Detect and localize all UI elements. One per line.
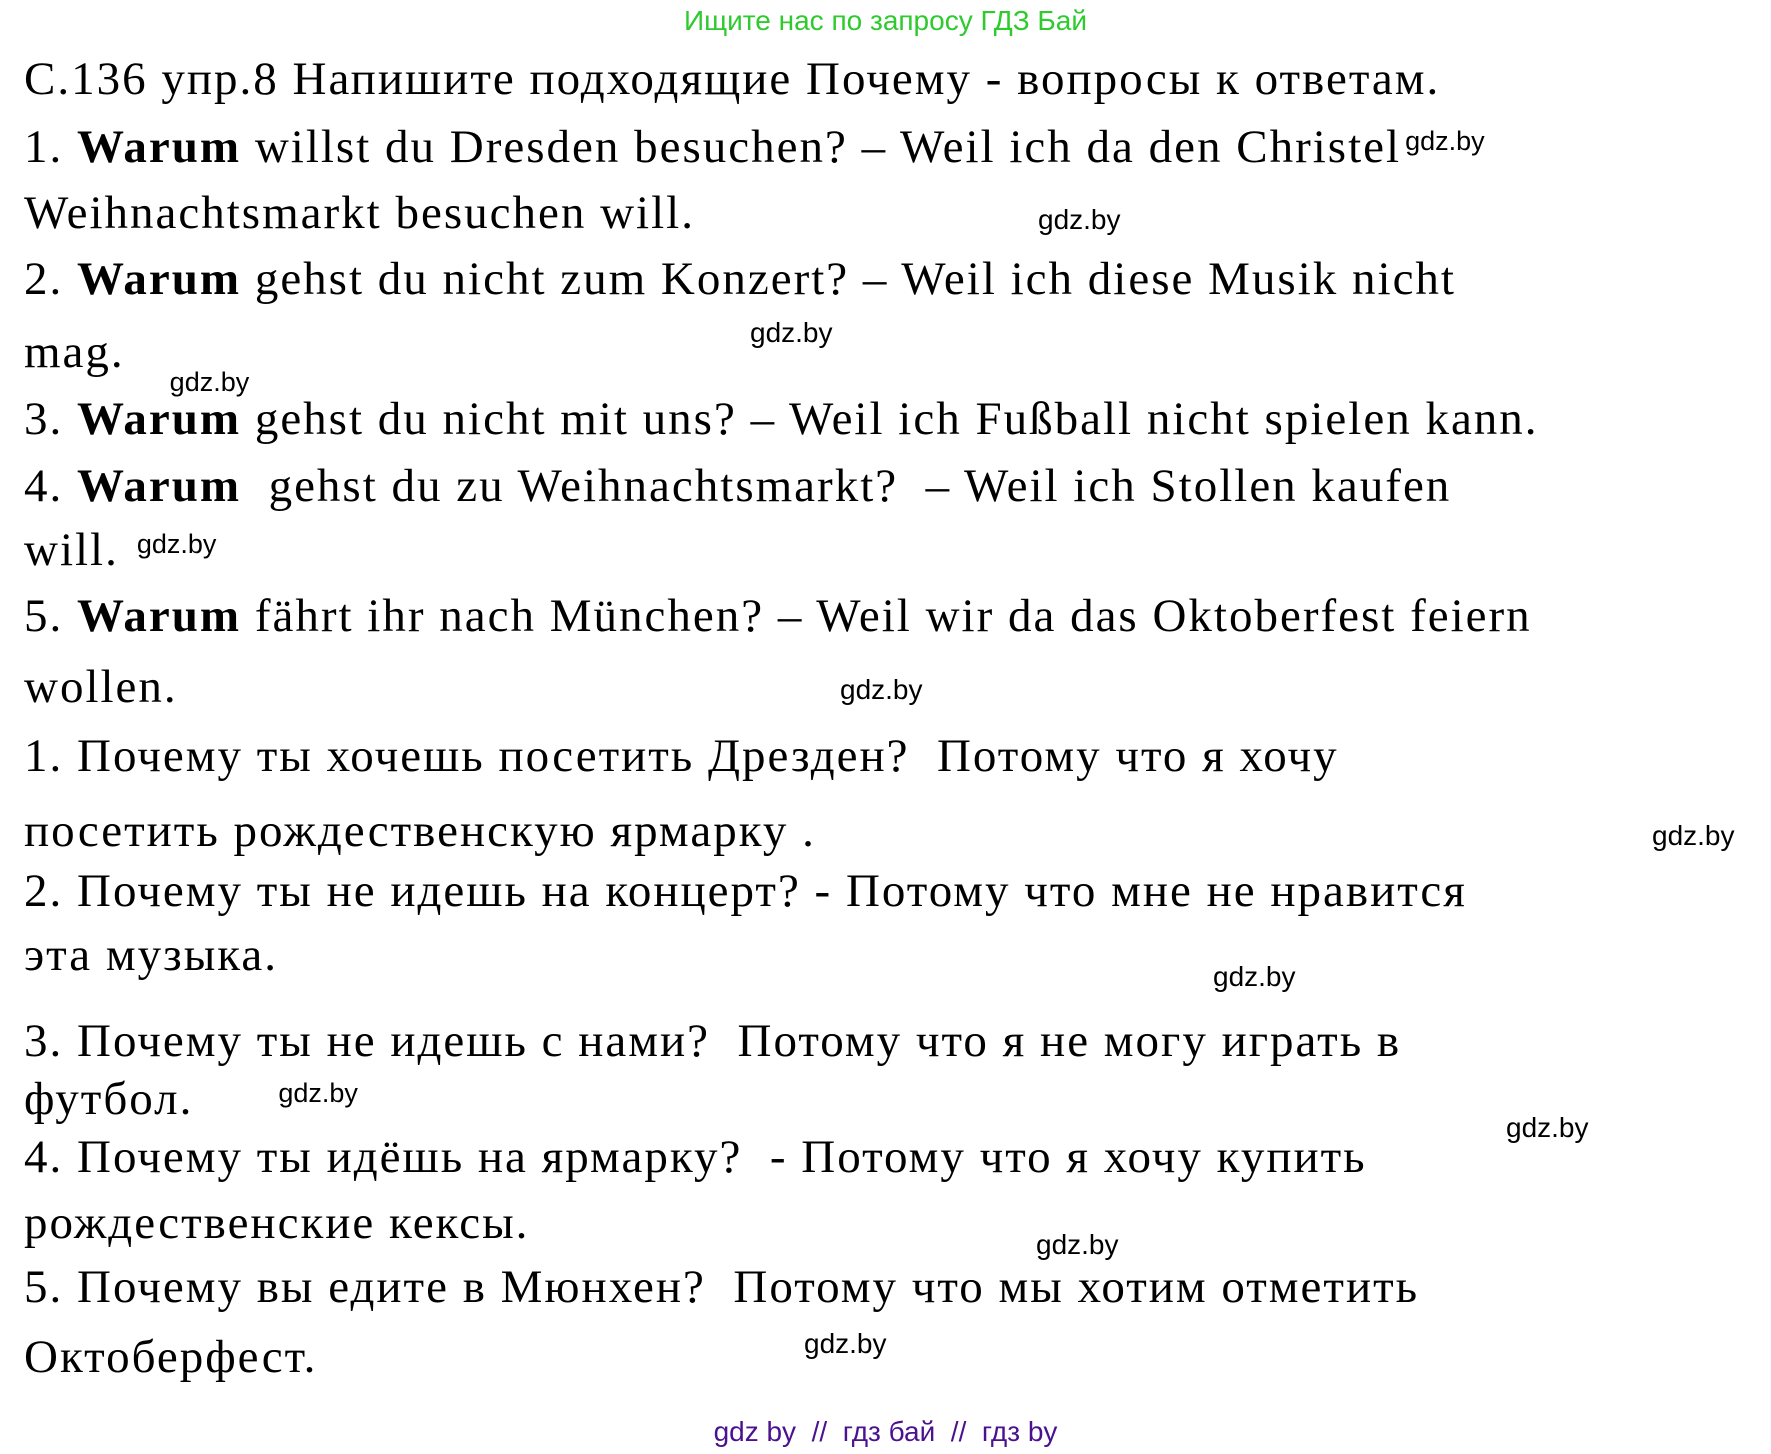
german-answer-4-continuation: [24, 525, 216, 576]
russian-translation-1: 1. Почему ты хочешь посетить Дрезден? Потому что я хочу: [24, 730, 1339, 782]
russian-translation-5: 5. Почему вы едите в Мюнхен? Потому что мы хотим отметить: [24, 1261, 1420, 1313]
russian-translation-3-continuation: [24, 1074, 358, 1125]
russian-translation-5-continuation: Октоберфест.: [24, 1331, 318, 1383]
gdz-watermark: gdz.by: [1213, 961, 1296, 992]
answer-text: fährt ihr nach München? – Weil wir da das Oktoberfest feiern: [241, 590, 1532, 642]
keyword-bold: Warum: [77, 393, 242, 445]
keyword-bold: Warum: [77, 253, 242, 305]
answer-text: gehst du nicht zum Konzert? – Weil ich diese Musik nicht: [241, 253, 1456, 305]
german-answer-2: [24, 254, 1456, 305]
answer-text: gehst du zu Weihnachtsmarkt? – Weil ich Stollen kaufen: [241, 460, 1452, 512]
gdz-watermark: gdz.by: [1506, 1112, 1589, 1143]
russian-translation-3: 3. Почему ты не идешь с нами? Потому что я не могу играть в: [24, 1015, 1402, 1067]
german-answer-5: [24, 591, 1532, 642]
gdz-watermark: gdz.by: [1405, 126, 1485, 156]
item-number: 3.: [24, 393, 77, 445]
russian-translation-4-continuation: рождественские кексы.: [24, 1197, 530, 1249]
gdz-watermark: gdz.by: [1038, 204, 1121, 235]
item-number: 5.: [24, 590, 77, 642]
gdz-watermark: gdz.by: [136, 529, 217, 559]
russian-translation-1-continuation: посетить рождественскую ярмарку .: [24, 805, 816, 857]
gdz-watermark: gdz.by: [804, 1328, 887, 1359]
gdz-watermark: gdz.by: [169, 367, 250, 397]
gdz-watermark: gdz.by: [278, 1078, 358, 1108]
german-answer-1: [24, 122, 1485, 173]
gdz-watermark: gdz.by: [840, 674, 923, 705]
german-answer-4: [24, 461, 1451, 512]
answer-text: футбол.: [24, 1073, 194, 1125]
item-number: 2.: [24, 253, 77, 305]
answer-text: willst du Dresden besuchen? – Weil ich da den Christel: [241, 121, 1402, 173]
item-number: 4.: [24, 460, 77, 512]
gdz-watermark: gdz.by: [750, 317, 833, 348]
german-answer-5-continuation: wollen.: [24, 661, 178, 713]
item-number: 1.: [24, 121, 77, 173]
answer-text: will.: [24, 524, 119, 576]
german-answer-1-continuation: Weihnachtsmarkt besuchen will.: [24, 187, 695, 239]
answer-text: mag.: [24, 326, 125, 378]
russian-translation-2: 2. Почему ты не идешь на концерт? - Потому что мне не нравится: [24, 865, 1467, 917]
german-answer-2-continuation: [24, 327, 249, 397]
russian-translation-2-continuation: эта музыка.: [24, 929, 279, 981]
keyword-bold: Warum: [77, 460, 242, 512]
gdz-watermark: gdz.by: [1652, 820, 1735, 851]
keyword-bold: Warum: [77, 121, 242, 173]
exercise-title: С.136 упр.8 Напишите подходящие Почему - вопросы к ответам.: [24, 53, 1441, 105]
answer-text: gehst du nicht mit uns? – Weil ich Fußball nicht spielen kann.: [241, 393, 1539, 445]
russian-translation-4: 4. Почему ты идёшь на ярмарку? - Потому что я хочу купить: [24, 1131, 1367, 1183]
site-footer: gdz by // гдз бай // гдз by: [713, 1416, 1058, 1447]
keyword-bold: Warum: [77, 590, 242, 642]
german-answer-3: [24, 394, 1539, 445]
gdz-watermark: gdz.by: [1036, 1229, 1119, 1260]
promo-banner: Ищите нас по запросу ГДЗ Бай: [683, 5, 1088, 36]
